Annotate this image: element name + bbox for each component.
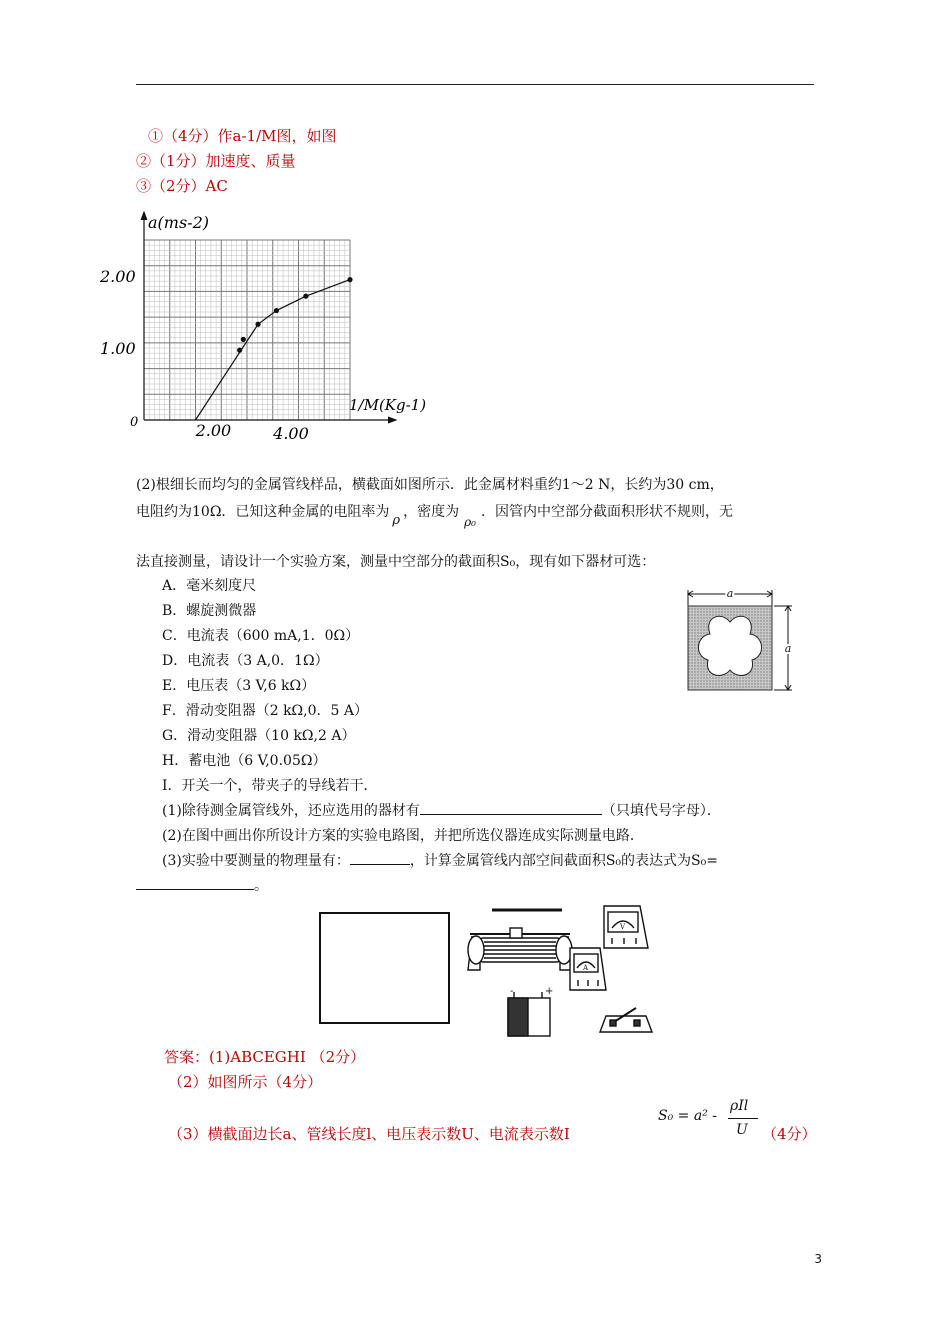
data-point <box>303 294 308 299</box>
sub3-text: (3)实验中要测量的物理量有： <box>162 853 350 869</box>
x-axis-arrow <box>388 417 396 423</box>
svg-text:-: - <box>510 986 514 997</box>
sub1-suffix: （只填代号字母）． <box>601 803 721 819</box>
question-p2-a: 电阻约为10Ω．已知这种金属的电阻率为 <box>136 504 390 520</box>
ammeter <box>570 948 606 990</box>
acceleration-chart <box>96 206 446 446</box>
origin-label: 0 <box>130 415 139 430</box>
item-c: C．电流表（600 mA,1．0Ω） <box>162 628 360 644</box>
answer-blank-2 <box>350 850 410 865</box>
data-point <box>255 322 260 327</box>
sub-question-3 <box>162 849 718 874</box>
sub-question-3-cont <box>136 874 268 899</box>
item-a: A．毫米刻度尺 <box>162 578 257 594</box>
question-p2 <box>136 500 826 529</box>
y-axis-label: a(ms-2) <box>148 213 209 232</box>
answer-blank-1 <box>420 800 602 815</box>
question-p2-c: ．因管内中空部分截面积形状不规则，无 <box>480 504 733 520</box>
circuit-drawing-box[interactable] <box>319 912 450 1024</box>
sub1-text: (1)除待测金属管线外，还应选用的器材有 <box>162 803 420 819</box>
voltmeter-label: V <box>620 923 626 931</box>
data-point <box>237 348 242 353</box>
question-p2-b: ，密度为 <box>403 504 460 520</box>
ammeter-label: A <box>583 964 589 972</box>
item-g: G．滑动变阻器（10 kΩ,2 A） <box>162 728 356 744</box>
y-tick-label: 1.00 <box>100 339 136 358</box>
sub-question-2: (2)在图中画出你所设计方案的实验电路图，并把所选仪器连成实际测量电路． <box>162 828 644 844</box>
x-axis-label: 1/M(Kg-1) <box>349 396 427 414</box>
sub3-suffix: ，计算金属管线内部空间截面积S₀的表达式为S₀= <box>409 853 718 869</box>
sub-question-1 <box>162 799 721 824</box>
answer-line-2: （2）如图所示（4分） <box>168 1073 323 1091</box>
formula-points: （4分） <box>762 1125 817 1143</box>
answer-line-3: （3）横截面边长a、管线长度l、电压表示数U、电流表示数I <box>168 1125 570 1143</box>
y-axis-arrow <box>141 212 147 220</box>
y-tick-label: 2.00 <box>100 267 136 286</box>
rho0-symbol: ρ₀ <box>464 515 476 529</box>
side-label-right: a <box>784 642 792 655</box>
svg-text:+: + <box>545 986 554 997</box>
item-b: B．螺旋测微器 <box>162 603 257 619</box>
fraction-bar <box>728 1118 758 1119</box>
switch <box>600 1008 652 1032</box>
sub3-end: 。 <box>254 878 268 894</box>
item-f: F．滑动变阻器（2 kΩ,0．5 A） <box>162 703 368 719</box>
answer-1: ①（4分）作a-1/M图，如图 <box>148 127 337 145</box>
formula-numerator: ρIl <box>730 1098 749 1114</box>
voltmeter <box>604 906 648 948</box>
rho-symbol: ρ <box>392 513 401 528</box>
answer-3: ③（2分）AC <box>136 177 228 195</box>
item-h: H．蓄电池（6 V,0.05Ω） <box>162 753 327 769</box>
question-p1: (2)根细长而均匀的金属管线样品，横截面如图所示．此金属材料重约1～2 N，长约为30 cm， <box>136 477 724 493</box>
question-p3: 法直接测量，请设计一个实验方案，测量中空部分的截面积S₀，现有如下器材可选： <box>136 554 656 570</box>
answer-2: ②（1分）加速度、质量 <box>136 152 296 170</box>
answer-blank-3 <box>136 875 254 890</box>
item-i: I．开关一个，带夹子的导线若干． <box>162 778 378 794</box>
equipment-illustration <box>462 900 662 1044</box>
x-tick-label: 4.00 <box>273 424 309 443</box>
formula-lhs: S₀ = a² - <box>658 1108 717 1124</box>
page-number: 3 <box>814 1252 822 1266</box>
cross-section-figure <box>676 584 806 696</box>
header-rule <box>136 84 814 85</box>
data-point <box>241 337 246 342</box>
side-label-top: a <box>726 587 734 600</box>
rheostat <box>468 928 572 970</box>
item-d: D．电流表（3 A,0．1Ω） <box>162 653 329 669</box>
x-tick-label: 2.00 <box>195 421 232 440</box>
data-point <box>347 277 352 282</box>
item-e: E．电压表（3 V,6 kΩ） <box>162 678 316 694</box>
data-point <box>274 308 279 313</box>
battery <box>508 986 553 1036</box>
answer-line-1: 答案：(1)ABCEGHI （2分） <box>164 1048 366 1066</box>
formula-denominator: U <box>736 1122 748 1138</box>
